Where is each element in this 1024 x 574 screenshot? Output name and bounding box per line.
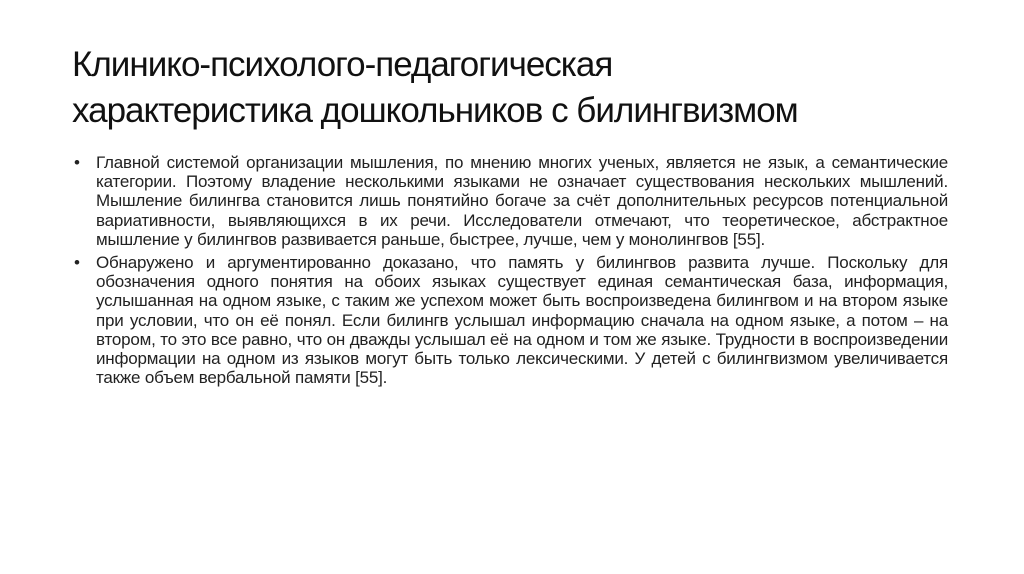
bullet-dot-icon: •: [74, 253, 80, 273]
slide-title-line-2: характеристика дошкольников с билингвизмом: [72, 91, 798, 130]
bullet-item-memory: [72, 253, 948, 387]
slide-title: [72, 42, 972, 134]
bullet-dot-icon: •: [74, 153, 80, 172]
slide-title-line-1: Клинико-психолого-педагогическая: [72, 45, 613, 84]
bullet-list: [72, 153, 948, 391]
bullet-item-thinking: [72, 153, 948, 249]
bullet-text-thinking: Главной системой организации мышления, по мнению многих ученых, является не язык, а семантические категории. Поэтому владение несколькими языками не означает существования нескольких мышлений. Мышление билингва становится лишь понятийно богаче за счёт дополнительных ресурсов потенциальной вариативности, выявляющихся в их речи. Исследователи отмечают, что теоретическое, абстрактное мышление у билингвов развивается раньше, быстрее, лучше, чем у монолингвов [55].: [96, 153, 948, 249]
bullet-text-memory: Обнаружено и аргументированно доказано, что память у билингвов развита лучше. Поскольку для обозначения одного понятия на обоих языках существует единая семантическая база, информация, услышанная на одном языке, с таким же успехом может быть воспроизведена билингвом и на втором языке при условии, что он её понял. Если билингв услышал информацию сначала на одном языке, а потом – на втором, то это все равно, что он дважды услышал её на одном и том же языке. Трудности в воспроизведении информации на одном из языков могут быть только лексическими. У детей с билингвизмом увеличивается также объем вербальной памяти [55].: [96, 253, 948, 388]
